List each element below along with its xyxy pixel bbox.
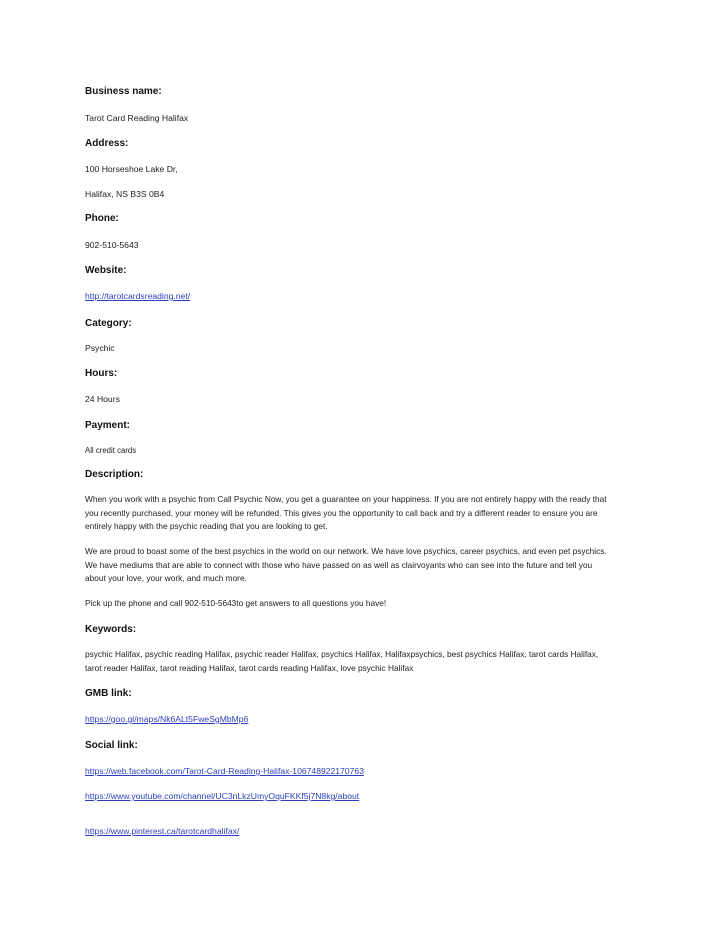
website-link[interactable]: http://tarotcardsreading.net/ — [85, 291, 191, 301]
address-line-1: 100 Horseshoe Lake Dr, — [85, 164, 178, 174]
payment-value: All credit cards — [85, 446, 137, 455]
phone-heading: Phone: — [85, 213, 119, 224]
description-heading: Description: — [85, 469, 144, 480]
keywords-line: tarot reader Halifax, tarot reading Halifax, tarot cards reading Halifax, love psychic Halifax — [85, 662, 414, 673]
phone-value: 902-510-5643 — [85, 240, 139, 250]
description-paragraph-2-line: We have mediums that are able to connect with those who have passed on as well as clairvoyants who can see into the future and tell you — [85, 559, 593, 570]
description-paragraph-2 — [85, 545, 645, 586]
website-heading: Website: — [85, 265, 127, 276]
description-paragraph-1-line: you recently purchased, your money will be refunded. This gives you the opportunity to call back and try a different reader to ensure you are — [85, 507, 598, 518]
gmb-heading: GMB link: — [85, 688, 132, 699]
hours-value: 24 Hours — [85, 394, 120, 404]
description-paragraph-3 — [85, 597, 645, 611]
address-line-2: Halifax, NS B3S 0B4 — [85, 189, 165, 199]
description-paragraph-1 — [85, 493, 645, 534]
pinterest-link[interactable]: https://www.pinterest.ca/tarotcardhalifax/ — [85, 826, 240, 836]
facebook-link[interactable]: https://web.facebook.com/Tarot-Card-Reading-Halifax-106748922170763 — [85, 766, 364, 776]
description-paragraph-3-line: Pick up the phone and call 902-510-5643to get answers to all questions you have! — [85, 598, 387, 608]
keywords-heading: Keywords: — [85, 624, 137, 635]
description-paragraph-2-line: about your love, your work, and much more. — [85, 573, 247, 584]
gmb-link[interactable]: https://goo.gl/maps/Nk6ALt5FweSgMbMp6 — [85, 714, 249, 724]
payment-heading: Payment: — [85, 420, 131, 431]
business-name-value: Tarot Card Reading Halifax — [85, 113, 189, 123]
keywords-list — [85, 648, 645, 675]
hours-heading: Hours: — [85, 368, 118, 379]
keywords-line: psychic Halifax, psychic reading Halifax, psychic reader Halifax, psychics Halifax, Halifaxpsychics, best psychics Halifax, tarot cards Halifax, — [85, 649, 599, 659]
address-heading: Address: — [85, 138, 129, 149]
category-heading: Category: — [85, 318, 132, 329]
description-paragraph-1-line: When you work with a psychic from Call Psychic Now, you get a guarantee on your happiness. If you are not entirely happy with the ready that — [85, 494, 607, 504]
description-paragraph-1-line: entirely happy with the psychic reading that you are looking to get. — [85, 521, 328, 532]
social-heading: Social link: — [85, 740, 138, 751]
business-name-heading: Business name: — [85, 86, 162, 97]
category-value: Psychic — [85, 343, 115, 353]
description-paragraph-2-line: We are proud to boast some of the best psychics in the world on our network. We have love psychics, career psychics, and even pet psychics. — [85, 546, 607, 556]
youtube-link[interactable]: https://www.youtube.com/channel/UC3nLkzUmyOquFKKf5j7N8kg/about — [85, 791, 360, 801]
